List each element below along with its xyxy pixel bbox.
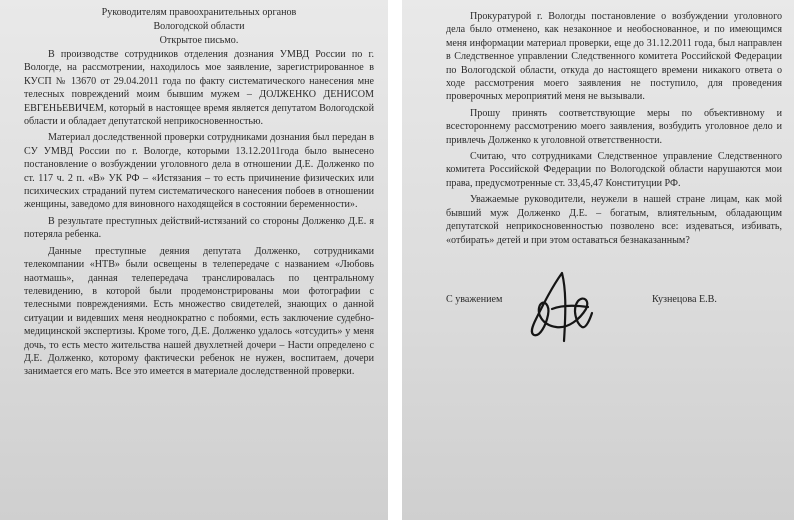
letter-page-1 xyxy=(0,0,388,520)
paragraph-statement: В производстве сотрудников отделения дознания УМВД России по г. Вологде, на рассмотрении, находилось мое заявление, зарегистрированное в КУСП № 13670 от 29.04.2011 года по факту систематического нанесения мне телесных повреждений моим бывшим мужем – ДОЛЖЕНКО ДЕНИСОМ ЕВГЕНЬЕВИЧЕМ, который в настоящее время является депутатом Вологодской области и обладает депутатской неприкосновенностью. xyxy=(24,49,374,128)
paragraph-prosecutor: Прокуратурой г. Вологды постановление о возбуждении уголовного дела было отменено, как незаконное и необоснованное, и по имеющимся меня информации материал проверки, еще до 31.12.2011 года, был направлен в Следственное управлении Следственного комитета Российской Федерации по Вологодской области, откуда до настоящего времени никакого ответа о ходе рассмотрения моего заявления не поступило, для проведения проверочных мероприятий меня не вызывали. xyxy=(446,11,782,103)
paragraph-consequence: В результате преступных действий-истязаний со стороны Долженко Д.Е. я потеряла ребенка. xyxy=(24,215,374,241)
signer-name: Кузнецова Е.В. xyxy=(652,293,717,305)
handwritten-signature xyxy=(522,269,602,345)
paragraph-rights: Считаю, что сотрудниками Следственное управление Следственного комитета Российской Федерации по Вологодской области нарушаются мои права, предусмотренные ст. 33,45,47 Конституции РФ. xyxy=(446,151,782,189)
paragraph-investigation: Материал доследственной проверки сотрудниками дознания был передан в СУ УМВД России по г. Вологде, которыми 13.12.2011года было вынесено постановление о возбуждении уголовного дела в отношении Д.Е. Долженко по ст. 117 ч. 2 п. «В» УК РФ – «Истязания – то есть причинение физических или психических страданий путем систематического нанесения побоев в отношении женщины, заведомо для виновного находящейся в состоянии беременности». xyxy=(24,132,374,211)
closing-phrase: С уважением xyxy=(446,293,503,305)
addressee-line: Руководителям правоохранительных органов xyxy=(101,7,297,18)
signature-block xyxy=(446,287,782,367)
region-line: Вологодской области xyxy=(153,21,245,32)
document-type-title: Открытое письмо. xyxy=(159,35,239,46)
letter-page-2 xyxy=(402,0,794,520)
paragraph-request: Прошу принять соответствующие меры по объективному и всестороннему рассмотрению моего заявления, возбудить уголовное дело и привлечь Долженко к уголовной ответственности. xyxy=(446,107,782,146)
paragraph-tv-coverage: Данные преступные деяния депутата Долженко, сотрудниками телекомпании «НТВ» были освещены в телепередаче с названием «Любовь наотмашь», данная телепередача транслировалась по центральному телевидению, в которой были продемонстрированы мои фотографии с телесными повреждениями. Есть множество свидетелей, знающих о данной ситуации и видевших меня неоднократно с побоями, есть заключение судебно-медицинской экспертизы. Кроме того, Д.Е. Долженко удалось «отсудить» у меня дочь, то есть место жительства нашей двухлетней дочери – Насти определено с Д.Е. Долженко, которому фактически ребенок не нужен, воспитаем, дочери занимается его мать. Все это имеется в материале доследственной проверки. xyxy=(24,245,374,378)
paragraph-appeal: Уважаемые руководители, неужели в нашей стране лицам, как мой бывший муж Долженко Д.Е. – богатым, влиятельным, обладающим депутатской неприкосновенностью позволено все: издеваться, избивать, «отбирать» детей и при этом оставаться безнаказанным? xyxy=(446,194,782,246)
